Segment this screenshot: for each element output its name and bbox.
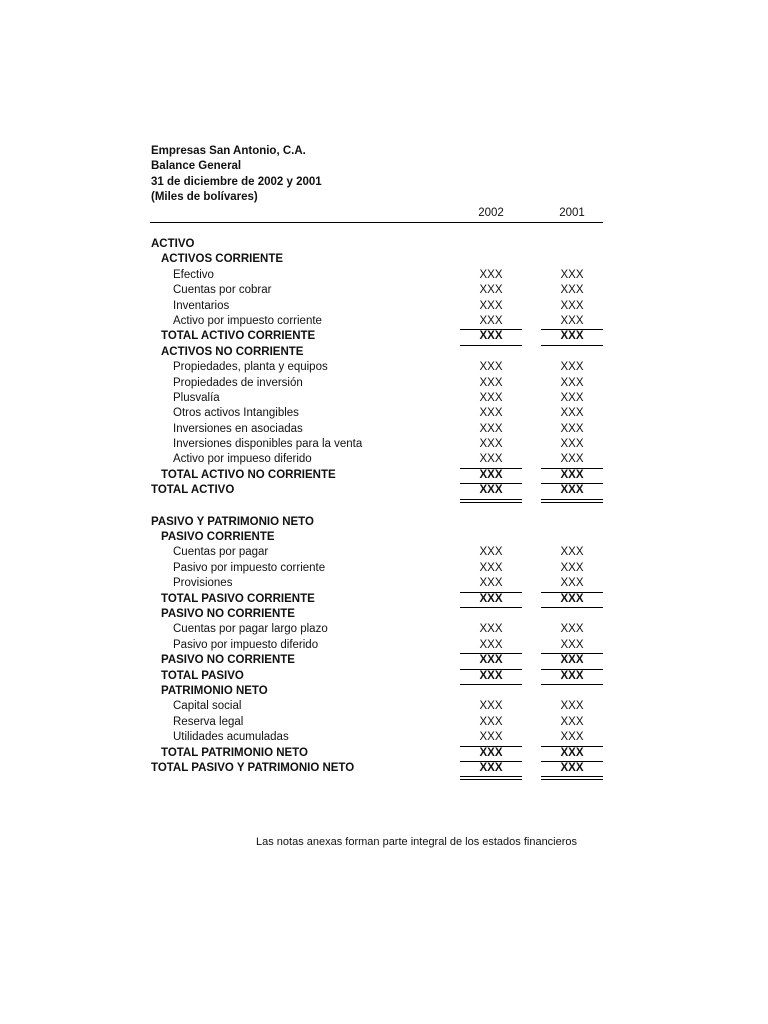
value-2002: XXX bbox=[479, 299, 503, 312]
subtotal-row bbox=[0, 669, 768, 684]
row-label: Plusvalía bbox=[173, 391, 220, 404]
value-2002: XXX bbox=[479, 546, 503, 559]
value-2002: XXX bbox=[460, 329, 522, 344]
column-header-2001: 2001 bbox=[559, 207, 585, 219]
value-2002: XXX bbox=[479, 284, 503, 297]
row-label: Propiedades, planta y equipos bbox=[173, 361, 328, 374]
table-row bbox=[0, 299, 768, 314]
row-label: Otros activos Intangibles bbox=[173, 407, 299, 420]
group-heading: PATRIMONIO NETO bbox=[161, 684, 268, 697]
value-2001: XXX bbox=[560, 284, 584, 297]
company-name: Empresas San Antonio, C.A. bbox=[151, 145, 306, 157]
value-2002: XXX bbox=[479, 422, 503, 435]
row-label: Cuentas por cobrar bbox=[173, 284, 272, 297]
value-2002: XXX bbox=[479, 453, 503, 466]
grand-total-row bbox=[0, 483, 768, 498]
value-2001: XXX bbox=[560, 407, 584, 420]
group-heading-row bbox=[0, 607, 768, 622]
balance-table bbox=[0, 237, 768, 776]
section-heading: PASIVO Y PATRIMONIO NETO bbox=[151, 515, 314, 528]
table-row bbox=[0, 561, 768, 576]
row-label: Activo por impueso diferido bbox=[173, 453, 312, 466]
value-2002: XXX bbox=[479, 391, 503, 404]
value-2001: XXX bbox=[560, 268, 584, 281]
group-heading-row bbox=[0, 530, 768, 545]
group-heading: PASIVO NO CORRIENTE bbox=[161, 607, 295, 620]
value-2001: XXX bbox=[560, 700, 584, 713]
row-label: Reserva legal bbox=[173, 715, 244, 728]
row-label: Inversiones en asociadas bbox=[173, 422, 303, 435]
table-row bbox=[0, 715, 768, 730]
value-2002: XXX bbox=[460, 483, 522, 498]
row-label: Activo por impuesto corriente bbox=[173, 314, 322, 327]
group-heading: PASIVO CORRIENTE bbox=[161, 531, 275, 544]
subtotal-row bbox=[0, 653, 768, 668]
value-2002: XXX bbox=[460, 592, 522, 607]
group-heading: ACTIVOS NO CORRIENTE bbox=[161, 345, 304, 358]
value-2002: XXX bbox=[479, 268, 503, 281]
row-label: PASIVO NO CORRIENTE bbox=[161, 654, 295, 667]
value-2001: XXX bbox=[541, 761, 603, 776]
row-label: TOTAL PATRIMONIO NETO bbox=[161, 746, 308, 759]
value-2001: XXX bbox=[541, 468, 603, 483]
section-heading-row bbox=[0, 237, 768, 252]
value-2001: XXX bbox=[560, 422, 584, 435]
value-2002: XXX bbox=[460, 669, 522, 684]
row-label: TOTAL PASIVO CORRIENTE bbox=[161, 592, 315, 605]
value-2001: XXX bbox=[560, 546, 584, 559]
value-2002: XXX bbox=[460, 761, 522, 776]
value-2001: XXX bbox=[560, 391, 584, 404]
value-2002: XXX bbox=[479, 731, 503, 744]
row-label: Cuentas por pagar bbox=[173, 546, 269, 559]
value-2002: XXX bbox=[479, 438, 503, 451]
section-heading: ACTIVO bbox=[151, 238, 195, 250]
table-row bbox=[0, 452, 768, 467]
subtotal-row bbox=[0, 592, 768, 607]
row-label: TOTAL ACTIVO NO CORRIENTE bbox=[161, 468, 336, 481]
row-label: Inventarios bbox=[173, 299, 230, 312]
value-2001: XXX bbox=[560, 577, 584, 590]
value-2002: XXX bbox=[460, 468, 522, 483]
value-2001: XXX bbox=[560, 638, 584, 651]
group-heading: ACTIVOS CORRIENTE bbox=[161, 253, 284, 266]
row-label: TOTAL ACTIVO bbox=[151, 484, 235, 497]
subtotal-row bbox=[0, 746, 768, 761]
group-heading-row bbox=[0, 684, 768, 699]
value-2002: XXX bbox=[479, 314, 503, 327]
value-2002: XXX bbox=[479, 715, 503, 728]
row-label: TOTAL ACTIVO CORRIENTE bbox=[161, 330, 316, 343]
value-2002: XXX bbox=[479, 577, 503, 590]
subtotal-row bbox=[0, 468, 768, 483]
value-2002: XXX bbox=[479, 361, 503, 374]
row-label: Inversiones disponibles para la venta bbox=[173, 438, 363, 451]
table-row bbox=[0, 699, 768, 714]
value-2001: XXX bbox=[560, 299, 584, 312]
row-label: TOTAL PASIVO Y PATRIMONIO NETO bbox=[151, 761, 355, 774]
value-2001: XXX bbox=[560, 561, 584, 574]
table-row bbox=[0, 268, 768, 283]
value-2002: XXX bbox=[479, 561, 503, 574]
table-row bbox=[0, 545, 768, 560]
row-label: Pasivo por impuesto diferido bbox=[173, 638, 319, 651]
table-row bbox=[0, 422, 768, 437]
value-2001: XXX bbox=[541, 592, 603, 607]
row-label: Efectivo bbox=[173, 268, 214, 281]
table-row bbox=[0, 283, 768, 298]
value-2001: XXX bbox=[560, 314, 584, 327]
value-2001: XXX bbox=[541, 669, 603, 684]
group-heading-row bbox=[0, 252, 768, 267]
grand-total-row bbox=[0, 761, 768, 776]
statement-date: 31 de diciembre de 2002 y 2001 bbox=[151, 176, 322, 188]
value-2001: XXX bbox=[560, 438, 584, 451]
table-row bbox=[0, 360, 768, 375]
section-spacer bbox=[0, 499, 768, 515]
value-2002: XXX bbox=[479, 638, 503, 651]
table-row bbox=[0, 638, 768, 653]
value-2001: XXX bbox=[541, 483, 603, 498]
value-2001: XXX bbox=[541, 746, 603, 761]
table-row bbox=[0, 437, 768, 452]
value-2002: XXX bbox=[479, 407, 503, 420]
value-2002: XXX bbox=[479, 376, 503, 389]
table-row bbox=[0, 314, 768, 329]
table-row bbox=[0, 376, 768, 391]
row-label: Pasivo por impuesto corriente bbox=[173, 561, 326, 574]
value-2001: XXX bbox=[541, 653, 603, 668]
subtotal-row bbox=[0, 329, 768, 344]
row-label: Cuentas por pagar largo plazo bbox=[173, 623, 328, 636]
table-row bbox=[0, 622, 768, 637]
value-2002: XXX bbox=[479, 700, 503, 713]
table-row bbox=[0, 391, 768, 406]
value-2001: XXX bbox=[560, 361, 584, 374]
value-2001: XXX bbox=[560, 453, 584, 466]
footer-note: Las notas anexas forman parte integral de los estados financieros bbox=[256, 836, 578, 848]
row-label: Provisiones bbox=[173, 577, 233, 590]
row-label: TOTAL PASIVO bbox=[161, 669, 244, 682]
value-2001: XXX bbox=[560, 715, 584, 728]
value-2001: XXX bbox=[560, 623, 584, 636]
value-2002: XXX bbox=[479, 623, 503, 636]
group-heading-row bbox=[0, 345, 768, 360]
value-2002: XXX bbox=[460, 653, 522, 668]
header-rule bbox=[150, 222, 603, 223]
table-row bbox=[0, 730, 768, 745]
row-label: Capital social bbox=[173, 700, 242, 713]
row-label: Propiedades de inversión bbox=[173, 376, 303, 389]
table-row bbox=[0, 576, 768, 591]
value-2001: XXX bbox=[560, 731, 584, 744]
table-row bbox=[0, 406, 768, 421]
statement-title: Balance General bbox=[151, 160, 242, 172]
row-label: Utilidades acumuladas bbox=[173, 731, 289, 744]
value-2002: XXX bbox=[460, 746, 522, 761]
value-2001: XXX bbox=[560, 376, 584, 389]
value-2001: XXX bbox=[541, 329, 603, 344]
column-header-2002: 2002 bbox=[478, 207, 504, 219]
statement-units: (Miles de bolívares) bbox=[151, 191, 258, 203]
section-heading-row bbox=[0, 515, 768, 530]
